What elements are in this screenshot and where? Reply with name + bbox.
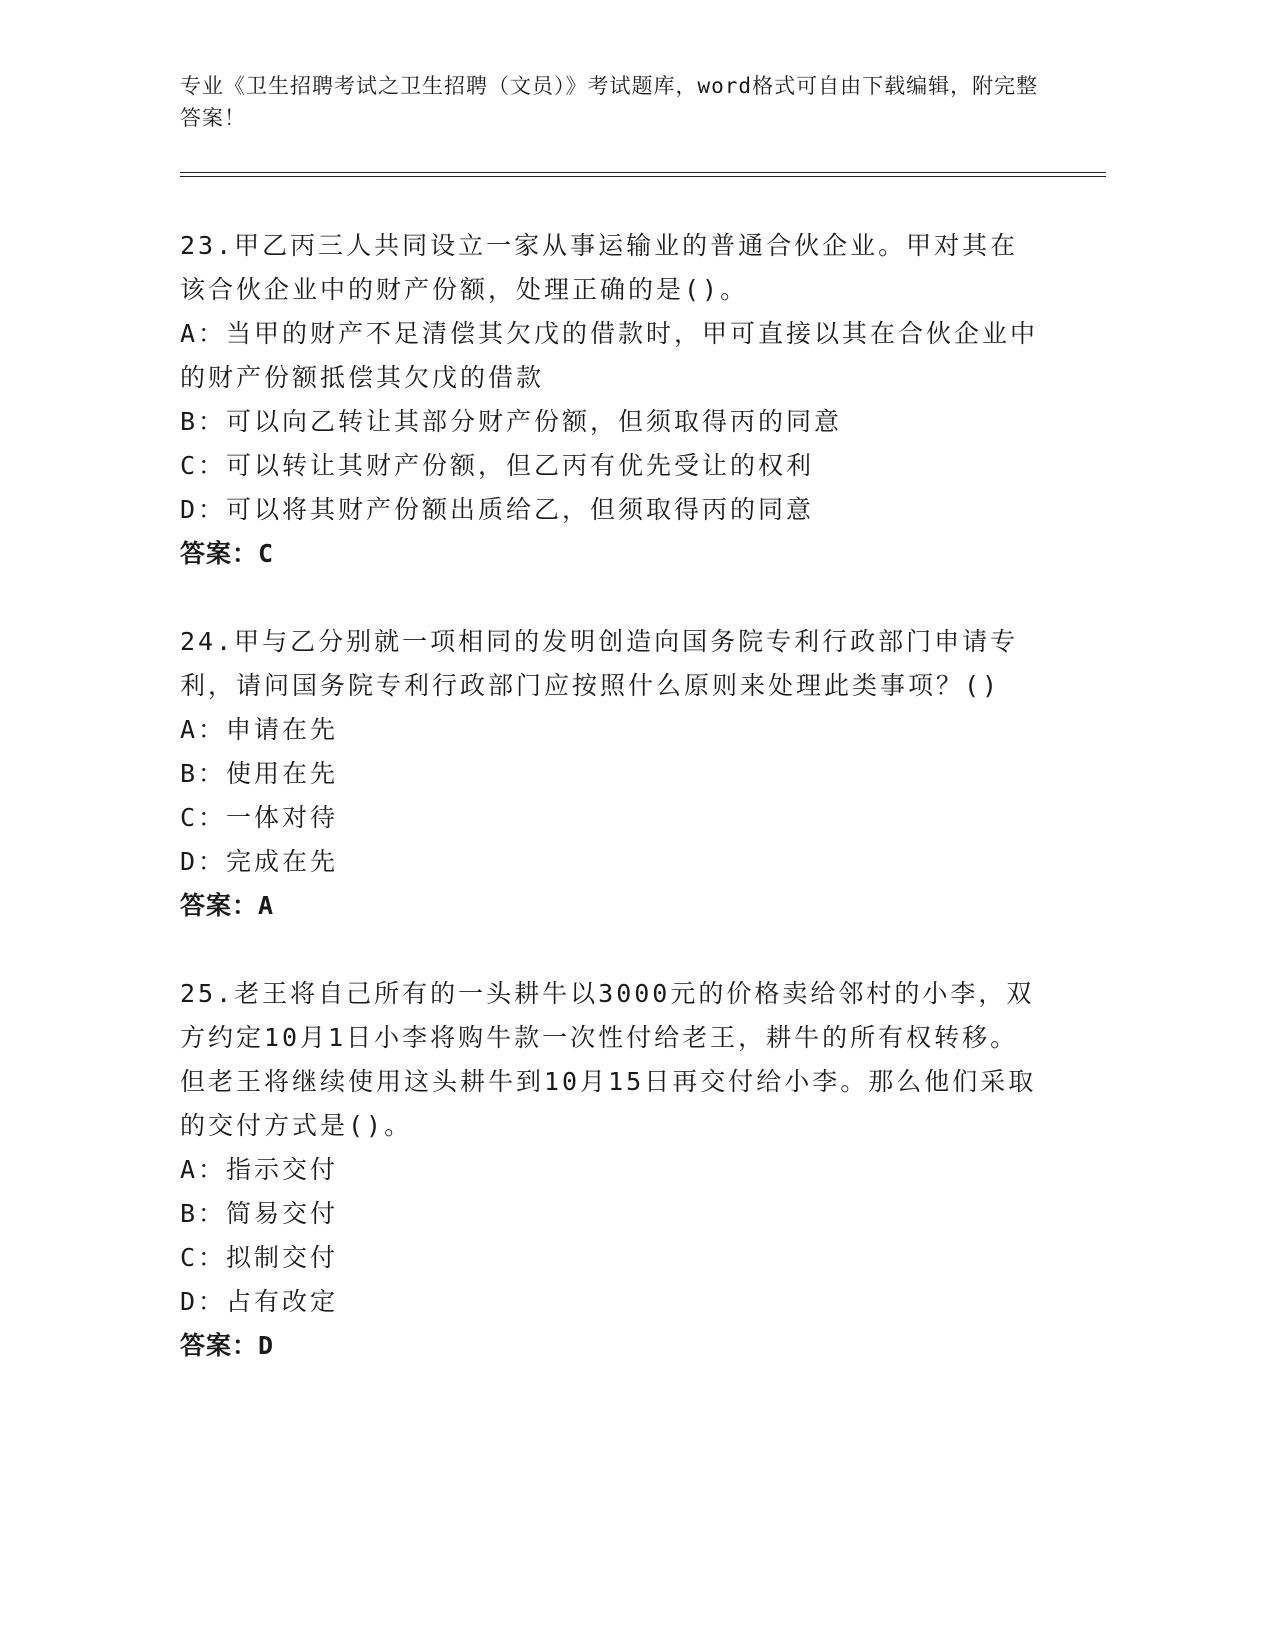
question-text: 25.老王将自己所有的一头耕牛以3000元的价格卖给邻村的小李，双方约定10月1日小李将购牛款一次性付给老王，耕牛的所有权转移。但老王将继续使用这头耕牛到10月15日再交付给小李。那么他们采取的交付方式是()。 xyxy=(180,979,1037,1140)
question-item xyxy=(180,224,1040,576)
question-item xyxy=(180,972,1040,1368)
question-list xyxy=(180,224,1040,1412)
header-divider xyxy=(180,172,1106,177)
option-c: C：拟制交付 xyxy=(180,1243,339,1272)
option-b: B：使用在先 xyxy=(180,759,339,788)
question-item xyxy=(180,620,1040,928)
option-a: A：申请在先 xyxy=(180,715,339,744)
question-text: 23.甲乙丙三人共同设立一家从事运输业的普通合伙企业。甲对其在该合伙企业中的财产份额，处理正确的是()。 xyxy=(180,231,1019,304)
option-d: D：可以将其财产份额出质给乙，但须取得丙的同意 xyxy=(180,495,815,524)
option-a: A：当甲的财产不足清偿其欠戊的借款时，甲可直接以其在合伙企业中的财产份额抵偿其欠戊的借款 xyxy=(180,319,1039,392)
question-text: 24.甲与乙分别就一项相同的发明创造向国务院专利行政部门申请专利，请问国务院专利行政部门应按照什么原则来处理此类事项？() xyxy=(180,627,1019,700)
answer-text: 答案：C xyxy=(180,539,275,568)
header-text: 专业《卫生招聘考试之卫生招聘（文员）》考试题库，word格式可自由下载编辑，附完整答案！ xyxy=(180,74,1039,130)
option-d: D：占有改定 xyxy=(180,1287,339,1316)
option-a: A：指示交付 xyxy=(180,1155,339,1184)
document-header xyxy=(180,70,1040,134)
answer-text: 答案：D xyxy=(180,1331,275,1360)
option-c: C：一体对待 xyxy=(180,803,339,832)
option-c: C：可以转让其财产份额，但乙丙有优先受让的权利 xyxy=(180,451,815,480)
option-b: B：简易交付 xyxy=(180,1199,339,1228)
answer-text: 答案：A xyxy=(180,891,275,920)
option-d: D：完成在先 xyxy=(180,847,339,876)
option-b: B：可以向乙转让其部分财产份额，但须取得丙的同意 xyxy=(180,407,843,436)
